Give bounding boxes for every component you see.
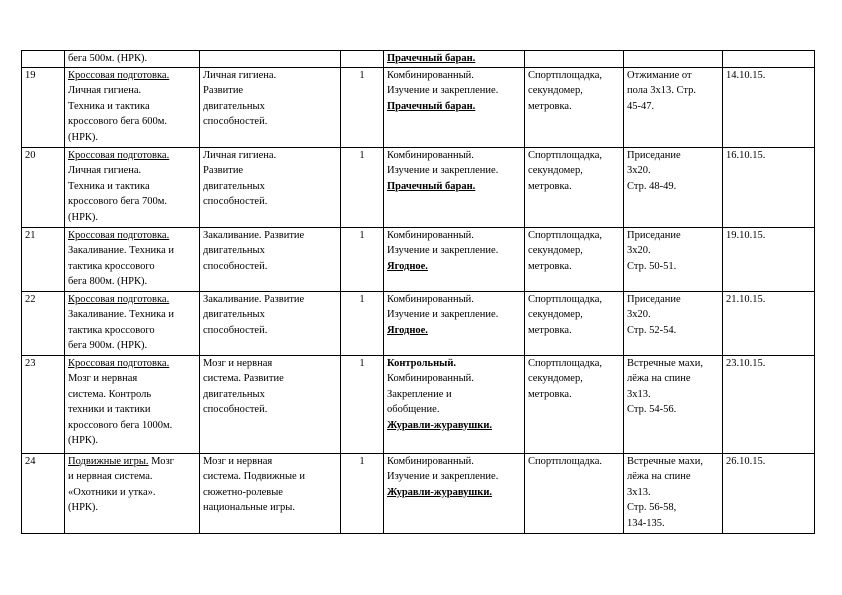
cell-text: (НРК). (68, 435, 99, 446)
cell-text: 24 (25, 455, 36, 467)
lesson-topic-cell (65, 51, 200, 68)
cell-text: лёжа на спине (627, 373, 691, 384)
lesson-topic-cell (65, 291, 200, 355)
cell-text: Развитие (203, 85, 244, 96)
cell-text: 1 (359, 455, 365, 467)
lesson-topic-cell (65, 147, 200, 227)
cell-text: Закаливание. Техника и (68, 245, 174, 256)
cell-text: Журавли-журавушки. (387, 419, 492, 431)
cell-text: способностей. (203, 196, 268, 207)
cell-text: Изучение и закрепление. (387, 85, 499, 96)
homework-cell (624, 355, 723, 453)
cell-text: Изучение и закрепление. (387, 245, 499, 256)
cell-text: Стр. 48-49. (627, 180, 677, 192)
cell-text: способностей. (203, 404, 268, 415)
cell-text: Закаливание. Развитие (203, 293, 305, 305)
cell-text: Личная гигиена. (68, 85, 142, 96)
cell-text: 134-135. (627, 517, 665, 529)
cell-text: метровка. (528, 180, 572, 192)
cell-text: система. Контроль (68, 388, 152, 400)
cell-text: метровка. (528, 388, 572, 400)
topic-title-line (68, 68, 196, 84)
cell-text: лёжа на спине (627, 471, 691, 482)
equipment-cell (525, 51, 624, 68)
cell-text: 1 (359, 69, 365, 81)
cell-text: Изучение и закрепление. (387, 471, 499, 482)
lesson-topic-cell (65, 355, 200, 453)
cell-text: Комбинированный. (387, 69, 474, 81)
cell-text: обобщение. (387, 404, 440, 415)
lesson-number-cell (22, 67, 65, 147)
cell-text: секундомер, (528, 373, 583, 384)
cell-text: 1 (359, 357, 365, 369)
lesson-content-cell (200, 453, 341, 533)
cell-text: сюжетно-ролевые (203, 486, 283, 498)
cell-text: Комбинированный. (387, 149, 474, 161)
cell-text: 1 (359, 229, 365, 241)
cell-text: двигательных (203, 180, 265, 192)
cell-text: кроссового бега 1000м. (68, 419, 173, 431)
cell-text: метровка. (528, 324, 572, 336)
homework-cell (624, 51, 723, 68)
cell-text: Прачечный баран. (387, 180, 476, 192)
cell-text: 22 (25, 293, 36, 305)
cell-text: Ягодное. (387, 324, 428, 336)
table-row (22, 67, 815, 147)
cell-text: 3х20. (627, 309, 651, 320)
cell-text: кроссового бега 600м. (68, 116, 167, 127)
lesson-type-cell (384, 453, 525, 533)
lesson-hours-cell (341, 291, 384, 355)
cell-text: Контрольный. (387, 357, 456, 369)
equipment-cell (525, 453, 624, 533)
cell-text: способностей. (203, 116, 268, 127)
cell-text: Спортплощадка, (528, 229, 602, 241)
cell-text: кроссового бега 700м. (68, 196, 167, 207)
cell-text: Прачечный баран. (387, 53, 476, 64)
table-row (22, 227, 815, 291)
topic-title: Кроссовая подготовка. (68, 229, 170, 241)
homework-cell (624, 67, 723, 147)
cell-text: Встречные махи, (627, 455, 703, 467)
cell-text: бега 500м. (НРК). (68, 53, 148, 64)
cell-text: метровка. (528, 260, 572, 272)
lesson-hours-cell (341, 67, 384, 147)
cell-text: 14.10.15. (726, 69, 766, 81)
cell-text: тактика кроссового (68, 324, 155, 336)
cell-text: Мозг и нервная (68, 373, 138, 384)
lesson-type-cell (384, 227, 525, 291)
cell-text: бега 800м. (НРК). (68, 276, 148, 287)
lesson-type-cell (384, 147, 525, 227)
equipment-cell (525, 67, 624, 147)
topic-title-line (68, 356, 196, 372)
cell-text: секундомер, (528, 165, 583, 176)
equipment-cell (525, 355, 624, 453)
cell-text: Стр. 52-54. (627, 324, 677, 336)
lesson-number-cell (22, 355, 65, 453)
topic-title: Кроссовая подготовка. (68, 293, 170, 305)
cell-text: Комбинированный. (387, 455, 474, 467)
cell-text: Приседание (627, 149, 681, 161)
lesson-topic-cell (65, 453, 200, 533)
topic-title-rest: Мозг (148, 455, 174, 467)
lesson-date-cell (723, 227, 815, 291)
lesson-content-cell (200, 291, 341, 355)
cell-text: (НРК). (68, 502, 99, 513)
cell-text: 21.10.15. (726, 293, 766, 305)
cell-text: Личная гигиена. (68, 165, 142, 176)
lesson-plan-body (22, 51, 815, 534)
cell-text: секундомер, (528, 309, 583, 320)
cell-text: 26.10.15. (726, 455, 766, 467)
cell-text: Отжимание от (627, 69, 692, 81)
cell-text: 3х13. (627, 486, 651, 498)
cell-text: 21 (25, 229, 36, 241)
cell-text: Прачечный баран. (387, 100, 476, 112)
cell-text: и нервная система. (68, 471, 153, 482)
lesson-hours-cell (341, 227, 384, 291)
lesson-content-cell (200, 51, 341, 68)
lesson-date-cell (723, 291, 815, 355)
cell-text: Стр. 56-58, (627, 502, 677, 513)
cell-text: секундомер, (528, 85, 583, 96)
homework-cell (624, 291, 723, 355)
lesson-content-cell (200, 147, 341, 227)
cell-text: Комбинированный. (387, 229, 474, 241)
cell-text: 1 (359, 149, 365, 161)
cell-text: Спортплощадка, (528, 149, 602, 161)
cell-text: Закаливание. Развитие (203, 229, 305, 241)
table-row (22, 453, 815, 533)
lesson-type-cell (384, 291, 525, 355)
cell-text: 3х13. (627, 388, 651, 400)
cell-text: Спортплощадка, (528, 357, 602, 369)
cell-text: система. Подвижные и (203, 471, 305, 482)
cell-text: Встречные махи, (627, 357, 703, 369)
lesson-hours-cell (341, 51, 384, 68)
cell-text: «Охотники и утка». (68, 486, 156, 498)
cell-text: 19 (25, 69, 36, 81)
cell-text: метровка. (528, 100, 572, 112)
topic-title-line (68, 228, 196, 244)
topic-title: Подвижные игры. (68, 455, 149, 467)
table-row (22, 291, 815, 355)
cell-text: 19.10.15. (726, 229, 766, 241)
lesson-topic-cell (65, 67, 200, 147)
cell-text: Комбинированный. (387, 293, 474, 305)
cell-text: Стр. 54-56. (627, 404, 677, 415)
cell-text: 45-47. (627, 100, 655, 112)
topic-title: Кроссовая подготовка. (68, 149, 170, 161)
topic-title: Кроссовая подготовка. (68, 69, 170, 81)
lesson-number-cell (22, 291, 65, 355)
homework-cell (624, 147, 723, 227)
cell-text: Личная гигиена. (203, 149, 277, 161)
cell-text: Приседание (627, 229, 681, 241)
table-row (22, 355, 815, 453)
cell-text: Ягодное. (387, 260, 428, 272)
lesson-date-cell (723, 147, 815, 227)
cell-text: 16.10.15. (726, 149, 766, 161)
lesson-type-cell (384, 51, 525, 68)
cell-text: Закрепление и (387, 388, 452, 400)
cell-text: пола 3х13. Стр. (627, 85, 696, 96)
lesson-date-cell (723, 453, 815, 533)
cell-text: способностей. (203, 324, 268, 336)
equipment-cell (525, 147, 624, 227)
cell-text: тактика кроссового (68, 260, 155, 272)
cell-text: (НРК). (68, 131, 99, 143)
cell-text: Спортплощадка, (528, 293, 602, 305)
cell-text: бега 900м. (НРК). (68, 340, 148, 351)
cell-text: двигательных (203, 309, 265, 320)
topic-title-line (68, 148, 196, 164)
cell-text: Личная гигиена. (203, 69, 277, 81)
cell-text: 3х20. (627, 165, 651, 176)
cell-text: 20 (25, 149, 36, 161)
cell-text: Развитие (203, 165, 244, 176)
lesson-number-cell (22, 453, 65, 533)
equipment-cell (525, 291, 624, 355)
cell-text: Приседание (627, 293, 681, 305)
cell-text: способностей. (203, 260, 268, 272)
cell-text: 3х20. (627, 245, 651, 256)
lesson-type-cell (384, 67, 525, 147)
homework-cell (624, 227, 723, 291)
cell-text: двигательных (203, 245, 265, 256)
lesson-plan-table (21, 50, 815, 534)
topic-title-line (68, 454, 196, 470)
cell-text: Стр. 50-51. (627, 260, 677, 272)
cell-text: Мозг и нервная (203, 357, 273, 369)
lesson-content-cell (200, 355, 341, 453)
lesson-date-cell (723, 355, 815, 453)
cell-text: (НРК). (68, 211, 99, 223)
cell-text: Изучение и закрепление. (387, 165, 499, 176)
cell-text: Комбинированный. (387, 373, 474, 384)
lesson-number-cell (22, 51, 65, 68)
lesson-content-cell (200, 67, 341, 147)
equipment-cell (525, 227, 624, 291)
cell-text: Техника и тактика (68, 180, 150, 192)
homework-cell (624, 453, 723, 533)
cell-text: система. Развитие (203, 373, 284, 384)
cell-text: 23 (25, 357, 36, 369)
cell-text: секундомер, (528, 245, 583, 256)
table-row (22, 147, 815, 227)
lesson-type-cell (384, 355, 525, 453)
cell-text: двигательных (203, 388, 265, 400)
cell-text: Мозг и нервная (203, 455, 273, 467)
table-row (22, 51, 815, 68)
cell-text: Спортплощадка. (528, 455, 602, 467)
lesson-date-cell (723, 51, 815, 68)
lesson-number-cell (22, 147, 65, 227)
cell-text: Журавли-журавушки. (387, 486, 492, 498)
lesson-content-cell (200, 227, 341, 291)
lesson-hours-cell (341, 355, 384, 453)
cell-text: Техника и тактика (68, 100, 150, 112)
cell-text: техники и тактики (68, 404, 151, 415)
topic-title: Кроссовая подготовка. (68, 357, 170, 369)
cell-text: Спортплощадка, (528, 69, 602, 81)
cell-text: Закаливание. Техника и (68, 309, 174, 320)
lesson-topic-cell (65, 227, 200, 291)
cell-text: 23.10.15. (726, 357, 766, 369)
lesson-date-cell (723, 67, 815, 147)
lesson-hours-cell (341, 147, 384, 227)
cell-text: Изучение и закрепление. (387, 309, 499, 320)
lesson-number-cell (22, 227, 65, 291)
cell-text: 1 (359, 293, 365, 305)
cell-text: национальные игры. (203, 502, 295, 513)
cell-text: двигательных (203, 100, 265, 112)
topic-title-line (68, 292, 196, 308)
lesson-hours-cell (341, 453, 384, 533)
